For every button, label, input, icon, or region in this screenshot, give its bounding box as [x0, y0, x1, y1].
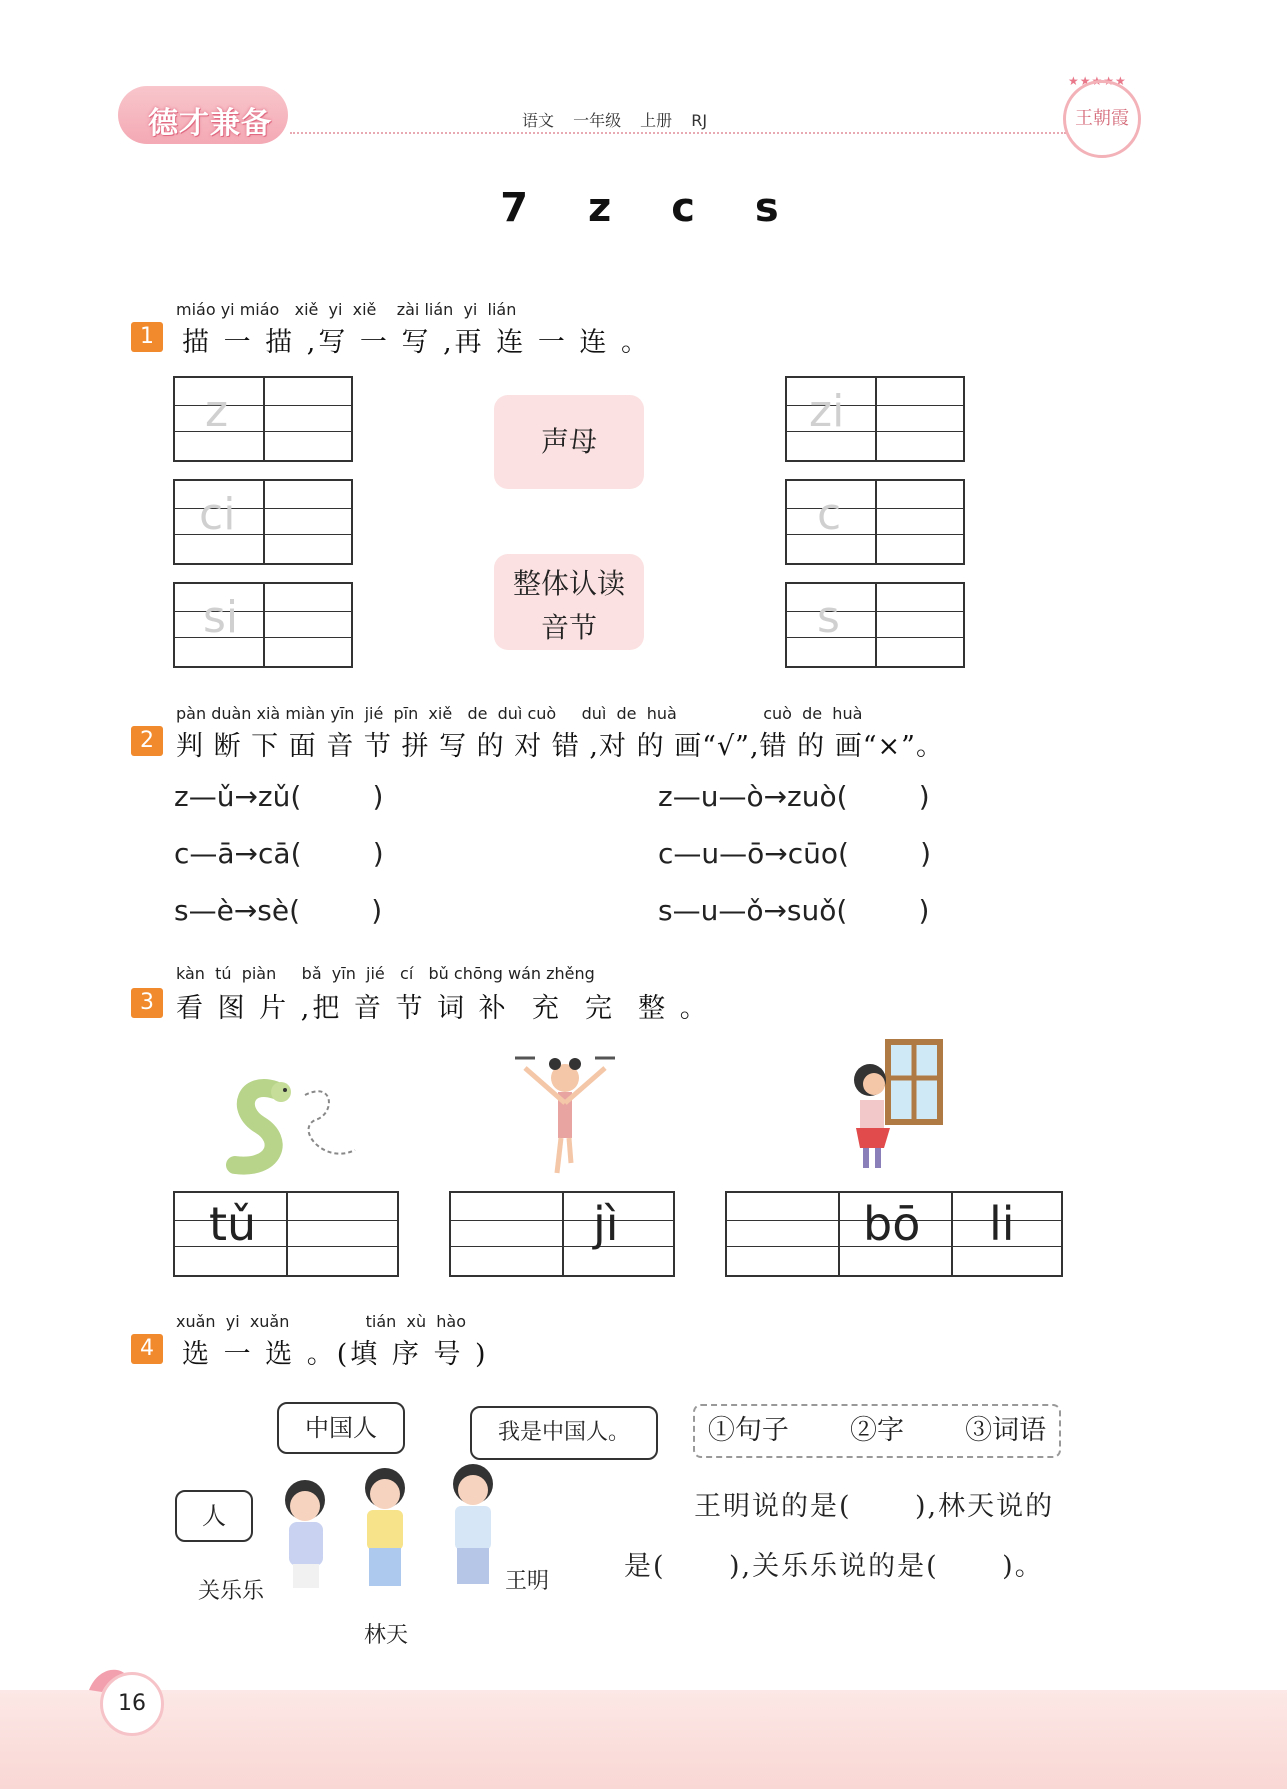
- given-syllable: bō: [863, 1197, 921, 1251]
- writing-grid[interactable]: [173, 479, 353, 565]
- writing-grid[interactable]: [785, 376, 965, 462]
- q4-answer-line[interactable]: 是( ),关乐乐说的是( )。: [624, 1551, 1044, 1582]
- writing-grid[interactable]: [785, 582, 965, 668]
- header-info: 语文 一年级 上册 RJ: [522, 111, 708, 130]
- author-seal-logo: 王朝霞: [1063, 80, 1141, 158]
- trace-letter: z: [205, 386, 229, 437]
- category-box-whole-syllable[interactable]: [494, 554, 644, 650]
- given-syllable: tǔ: [209, 1197, 257, 1251]
- writing-grid[interactable]: [449, 1191, 675, 1277]
- brand-logo-text: 德才兼备: [148, 106, 272, 141]
- category-box-initials[interactable]: 声母: [494, 395, 644, 489]
- options-box: ①句子 ②字 ③词语: [693, 1404, 1061, 1458]
- q3-number: 3: [131, 988, 163, 1018]
- q3-instruction: 看 图 片 ,把 音 节 词 补 充 完 整 。: [176, 993, 710, 1024]
- q1-instruction: 描 一 描 ,写 一 写 ,再 连 一 连 。: [182, 327, 651, 358]
- q4-number: 4: [131, 1334, 163, 1364]
- trace-letter: ci: [199, 489, 236, 540]
- writing-grid[interactable]: [785, 479, 965, 565]
- girl-window-illustration: [840, 1038, 950, 1178]
- children-illustration: [255, 1460, 525, 1620]
- q1-pinyin: miáo yi miáo xiě yi xiě zài lián yi lián: [176, 300, 517, 319]
- child-name: 林天: [364, 1623, 409, 1648]
- q3-pinyin: kàn tú piàn bǎ yīn jié cí bǔ chōng wán zhěng: [176, 964, 595, 983]
- q2-pinyin: pàn duàn xià miàn yīn jié pīn xiě de duì cuò duì de huà cuò de huà: [176, 704, 863, 723]
- box-label-line1: 整体认读: [512, 567, 625, 600]
- q2-item[interactable]: c—ā→cā( ): [174, 837, 384, 870]
- trace-letter: zi: [809, 386, 845, 437]
- q1-number: 1: [131, 322, 163, 352]
- q2-item[interactable]: c—u—ō→cūo( ): [658, 837, 932, 870]
- child-name: 关乐乐: [198, 1579, 265, 1604]
- q2-item[interactable]: s—u—ǒ→suǒ( ): [658, 894, 930, 927]
- q4-pinyin: xuǎn yi xuǎn tián xù hào: [176, 1312, 467, 1331]
- q2-item[interactable]: z—u—ò→zuò( ): [658, 780, 930, 813]
- header-dotted-line: [290, 132, 1066, 134]
- q2-item[interactable]: s—è→sè( ): [174, 894, 383, 927]
- writing-grid[interactable]: [173, 582, 353, 668]
- seal-stars-icon: ★★★★★: [1068, 74, 1127, 88]
- child-name: 王明: [505, 1569, 550, 1594]
- speech-bubble: 人: [175, 1490, 253, 1542]
- q4-answer-line[interactable]: 王明说的是( ),林天说的: [694, 1491, 1055, 1522]
- writing-grid[interactable]: [725, 1191, 1063, 1277]
- lesson-title: 7 z c s: [500, 185, 787, 231]
- q2-item[interactable]: z—ǔ→zǔ( ): [174, 780, 384, 813]
- trace-letter: c: [817, 489, 842, 540]
- q4-instruction: 选 一 选 。(填 序 号 ): [182, 1339, 489, 1370]
- box-label-line2: 音节: [540, 611, 597, 644]
- writing-grid[interactable]: [173, 376, 353, 462]
- trace-letter: si: [203, 592, 239, 643]
- dancer-illustration: [505, 1048, 625, 1178]
- given-syllable: jì: [593, 1197, 619, 1251]
- trace-letter: s: [817, 592, 840, 643]
- footer-decoration: [0, 1690, 1287, 1789]
- snake-illustration: [215, 1070, 365, 1180]
- writing-grid[interactable]: [173, 1191, 399, 1277]
- speech-bubble: 我是中国人。: [470, 1406, 658, 1460]
- given-syllable: li: [989, 1197, 1015, 1251]
- q2-instruction: 判 断 下 面 音 节 拼 写 的 对 错 ,对 的 画“√”,错 的 画“×”。: [176, 731, 944, 762]
- q2-number: 2: [131, 726, 163, 756]
- page-number: 16: [100, 1672, 164, 1736]
- speech-bubble: 中国人: [277, 1402, 405, 1454]
